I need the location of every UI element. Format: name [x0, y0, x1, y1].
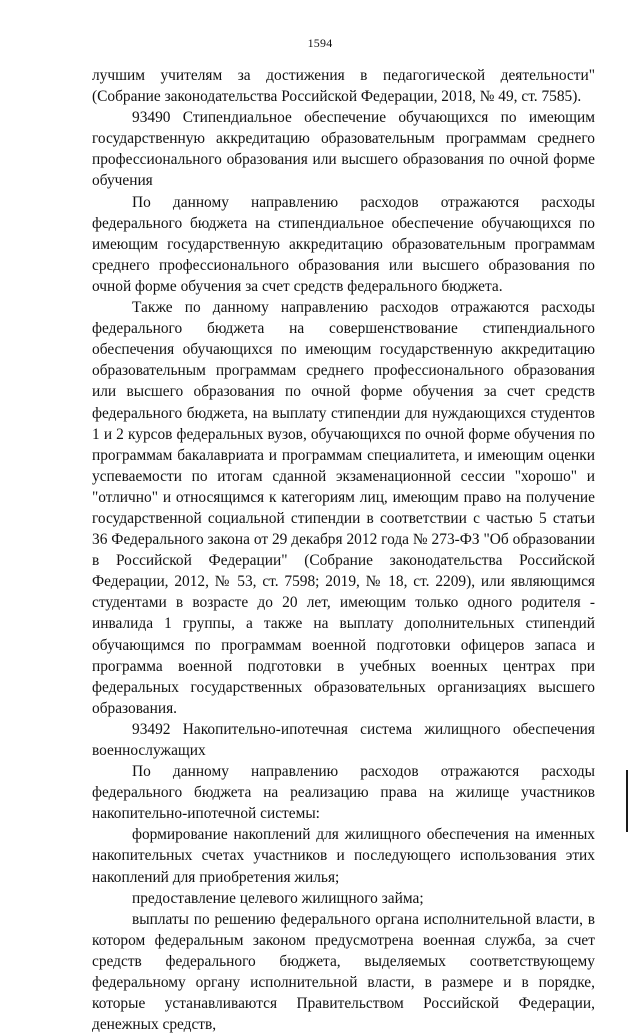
- paragraph-93492-description: По данному направлению расходов отражаются расходы федерального бюджета на реализацию права на жилище участников накопительно-ипотечной системы:: [92, 763, 595, 823]
- list-item-formation: формирование накоплений для жилищного обеспечения на именных накопительных счетах участников и последующего использования этих накоплений для приобретения жилья;: [92, 826, 595, 886]
- document-body: [92, 65, 595, 1035]
- paragraph-continuation: лучшим учителям за достижения в педагогической деятельности" (Собрание законодательства Российской Федерации, 2018, № 49, ст. 7585).: [92, 67, 595, 106]
- page-number: 1594: [307, 36, 333, 50]
- paragraph-93490-description: По данному направлению расходов отражаются расходы федерального бюджета на стипендиальное обеспечение обучающихся по имеющим государственную аккредитацию образовательным программам среднего профессионального образования или высшего образования по очной форме обучения за счет средств федерального бюджета.: [92, 193, 595, 295]
- list-item-payments: выплаты по решению федерального органа исполнительной власти, в котором федеральным законом предусмотрена военная служба, за счет средств федерального бюджета, выделяемых соответствующему федеральному органу исполнительной власти, в размере и в порядке, которые устанавливаются Правительством Российской Федерации, денежных средств,: [92, 910, 595, 1034]
- list-item-loan: предоставление целевого жилищного займа;: [132, 889, 424, 907]
- section-heading-93490: 93490 Стипендиальное обеспечение обучающихся по имеющим государственную аккредитацию образовательным программам среднего профессионального образования или высшего образования по очной форме обучения: [92, 109, 595, 190]
- scan-edge-mark: [626, 770, 628, 832]
- paragraph-93490-additional: Также по данному направлению расходов отражаются расходы федерального бюджета на совершенствование стипендиального обеспечения обучающихся по имеющим государственную аккредитацию образовательным программам среднего профессионального образования или высшего образования по очной форме обучения за счет средств федерального бюджета, на выплату стипендии для нуждающихся студентов 1 и 2 курсов федеральных вузов, обучающихся по очной форме обучения по программам бакалавриата и программам специалитета, и имеющим оценки успеваемости по итогам сданной экзаменационной сессии "хорошо" и "отлично" и относящимся к категориям лиц, имеющим право на получение государственной социальной стипендии в соответствии с частью 5 статьи 36 Федерального закона от 29 декабря 2012 года № 273-ФЗ "Об образовании в Российской Федерации" (Собрание законодательства Российской Федерации, 2012, № 53, ст. 7598; 2019, № 18, ст. 2209), или являющимся студентами в возрасте до 20 лет, имеющим только одного родителя - инвалида 1 группы, а также на выплату дополнительных стипендий обучающимся по программам военной подготовки офицеров запаса и программа военной подготовки в учебных военных центрах при федеральных государственных образовательных организациях высшего образования.: [92, 299, 595, 717]
- section-heading-93492: 93492 Накопительно-ипотечная система жилищного обеспечения военнослужащих: [92, 720, 595, 759]
